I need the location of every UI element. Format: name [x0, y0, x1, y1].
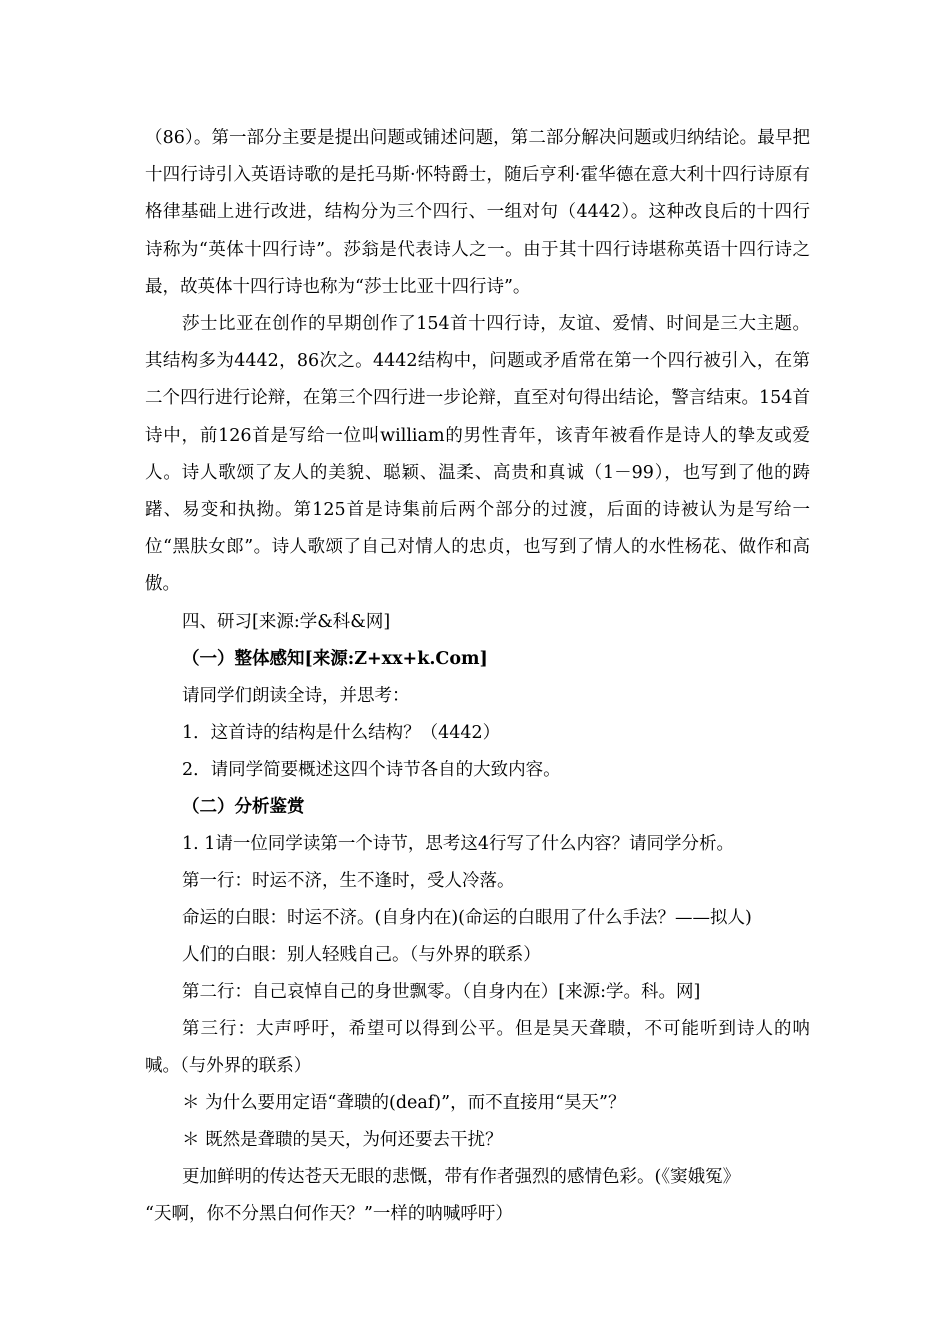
analysis-line-3: 第三行：大声呼吁，希望可以得到公平。但是昊天聋聩，不可能听到诗人的呐喊。（与外界的联系）: [145, 1018, 810, 1076]
document-page: [145, 120, 810, 1233]
question-1: 1．这首诗的结构是什么结构？（4442）: [182, 722, 501, 743]
analysis-people-eyes: 人们的白眼：别人轻贱自己。（与外界的联系）: [182, 944, 541, 965]
analysis-item-1: 1. 1请一位同学读第一个诗节，思考这4行写了什么内容？请同学分析。: [182, 833, 735, 854]
subheading-analysis: （二）分析鉴赏: [182, 796, 305, 817]
reading-prompt: 请同学们朗读全诗，并思考：: [182, 685, 410, 706]
paragraph-shakespeare-sonnets: 莎士比亚在创作的早期创作了154首十四行诗，友谊、爱情、时间是三大主题。其结构多为4442，86次之。4442结构中，问题或矛盾常在第一个四行被引入，在第二个四行进行论辩，在第三个四行进一步论辩，直至对句得出结论，警言结束。154首诗中，前126首是写给一位叫william的男性青年，该青年被看作是诗人的挚友或爱人。诗人歌颂了友人的美貌、聪颖、温柔、高贵和真诚（1－99），也写到了他的踌躇、易变和执拗。第125首是诗集前后两个部分的过渡，后面的诗被认为是写给一位“黑肤女郎”。诗人歌颂了自己对情人的忠贞，也写到了情人的水性杨花、做作和高傲。: [145, 314, 810, 595]
paragraph-sonnet-history: （86）。第一部分主要是提出问题或铺述问题，第二部分解决问题或归纳结论。最早把十四行诗引入英语诗歌的是托马斯·怀特爵士，随后亨利·霍华德在意大利十四行诗原有格律基础上进行改进，结构分为三个四行、一组对句（4442）。这种改良后的十四行诗称为“英体十四行诗”。莎翁是代表诗人之一。由于其十四行诗堪称英语十四行诗之最，故英体十四行诗也称为“莎士比亚十四行诗”。: [145, 128, 810, 297]
question-why-trouble: ＊ 既然是聋聩的昊天，为何还要去干扰？: [182, 1130, 503, 1151]
section-heading-study: 四、研习[来源:学&科&网]: [182, 611, 391, 632]
analysis-fate-eyes: 命运的白眼：时运不济。(自身内在)(命运的白眼用了什么手法？——拟人): [182, 907, 752, 928]
analysis-quote: “天啊，你不分黑白何作天？”一样的呐喊呼吁）: [145, 1204, 513, 1225]
subheading-overall-perception: （一）整体感知[来源:Z+xx+k.Com]: [182, 648, 488, 669]
question-2: 2．请同学简要概述这四个诗节各自的大致内容。: [182, 759, 561, 780]
analysis-line-1: 第一行：时运不济，生不逢时，受人冷落。: [182, 870, 515, 891]
analysis-emotion: 更加鲜明的传达苍天无眼的悲慨，带有作者强烈的感情色彩。(《窦娥冤》: [182, 1167, 741, 1188]
question-deaf-heaven: ＊ 为什么要用定语“聋聩的(deaf)”，而不直接用“昊天”？: [182, 1093, 626, 1114]
analysis-line-2: 第二行：自己哀悼自己的身世飘零。（自身内在）[来源:学。科。网]: [182, 981, 701, 1002]
